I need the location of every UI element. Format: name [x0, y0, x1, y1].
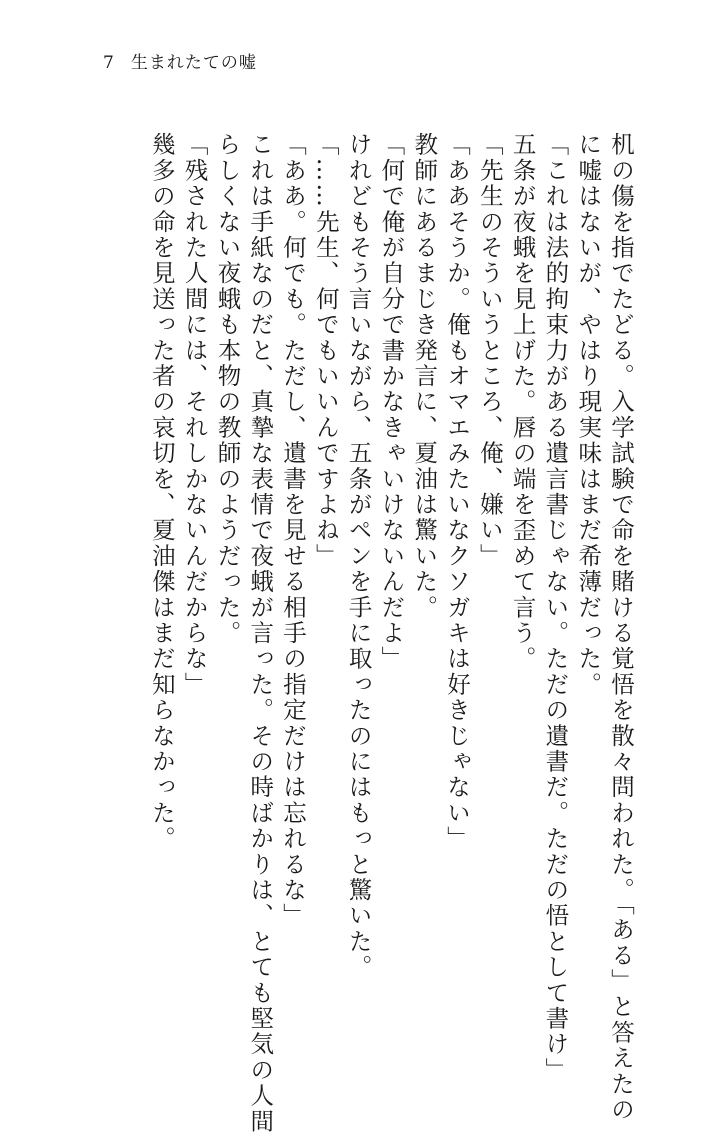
text-line: 「ああそうか。俺もオマエみたいなクソガキは好きじゃない」 [443, 132, 472, 852]
text-line: 「何で俺が自分で書かなきゃいけないんだよ」 [377, 132, 406, 672]
text-line: 「ああ。何でも。ただし、遺書を見せる相手の指定だけは忘れるな」 [279, 132, 308, 929]
text-line: 「これは法的拘束力がある遺言書じゃない。ただの遺書だ。ただの悟として書け」 [541, 132, 570, 1083]
text-line: 幾多の命を見送った者の哀切を、夏油傑はまだ知らなかった。 [147, 132, 176, 852]
text-line: に嘘はないが、やはり現実味はまだ希薄だった。 [574, 132, 603, 698]
text-line: らしくない夜蛾も本物の教師のようだった。 [213, 132, 242, 646]
text-line: 机の傷を指でたどる。入学試験で命を賭ける覚悟を散々問われた。「ある」と答えたの [607, 132, 635, 1123]
text-line: 「残された人間には、それしかないんだからな」 [180, 132, 209, 698]
body-text [97, 132, 637, 1134]
text-line: 「先生のそういうところ、俺、嫌い」 [475, 132, 504, 569]
text-line: 教師にあるまじき発言に、夏油は驚いた。 [410, 132, 439, 621]
text-line: けれどもそう言いながら、五条がペンを手に取ったのにはもっと驚いた。 [344, 132, 373, 981]
page-number: 7 [103, 53, 115, 73]
text-line: 「……先生、何でもいいんですよね」 [311, 132, 340, 569]
chapter-title: 生まれたての嘘 [130, 53, 257, 73]
text-line: これは手紙なのだと、真摯な表情で夜蛾が言った。その時ばかりは、とても堅気の人間 [246, 132, 275, 1134]
running-header [103, 48, 257, 73]
text-line: 五条が夜蛾を見上げた。唇の端を歪めて言う。 [508, 132, 537, 672]
